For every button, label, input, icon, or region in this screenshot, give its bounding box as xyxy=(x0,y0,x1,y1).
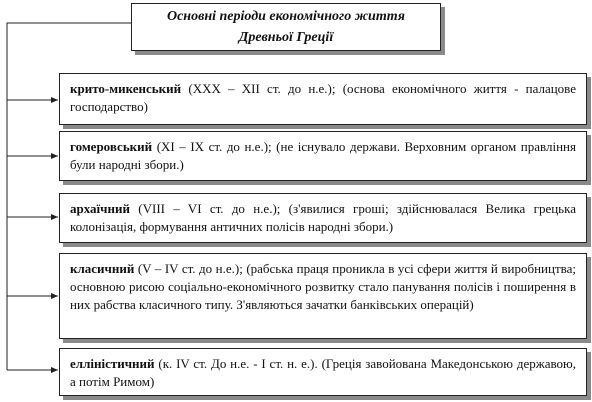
period-name: класичний xyxy=(70,261,135,276)
period-description: (ХІ – ІХ ст. до н.е.); (не існувало держави. Верховним органом правління були народні збори.) xyxy=(70,139,576,172)
period-box-homeric xyxy=(59,131,587,181)
period-name: гомеровський xyxy=(70,139,153,154)
period-description: (к. IV ст. До н.е. - І ст. н. е.). (Греція завойована Македонською державою, а потім Римом) xyxy=(70,356,576,389)
period-box-archaic xyxy=(59,193,587,243)
diagram-title-box xyxy=(131,3,441,51)
period-name: архаїчний xyxy=(70,201,130,216)
title-line-1: Основні періоди економічного життя xyxy=(166,9,405,24)
period-name: елліністичний xyxy=(70,356,155,371)
period-box-cretan-mycenaean xyxy=(59,73,587,125)
period-description: (ХХХ – ХІІ ст. до н.е.); (основа економічного життя - палацове господарство) xyxy=(70,81,576,114)
period-name: крито-микенський xyxy=(70,81,182,96)
title-line-2: Древньої Греції xyxy=(238,30,334,45)
period-description: (VIII – VI ст. до н.е.); (з'явилися гроші; здійснювалася Велика грецька колонізація, формування античних полісів народні збори.) xyxy=(70,201,576,234)
period-box-classical xyxy=(59,253,587,339)
period-box-hellenistic xyxy=(59,348,587,396)
period-description: (V – IV ст. до н.е.); (рабська праця проникла в усі сфери життя й виробництва; основною рисою соціально-економічного розвитку стало панування полісів і поширення в них рабства класичного типу. З'являються зачатки банківських операцій) xyxy=(70,261,576,312)
